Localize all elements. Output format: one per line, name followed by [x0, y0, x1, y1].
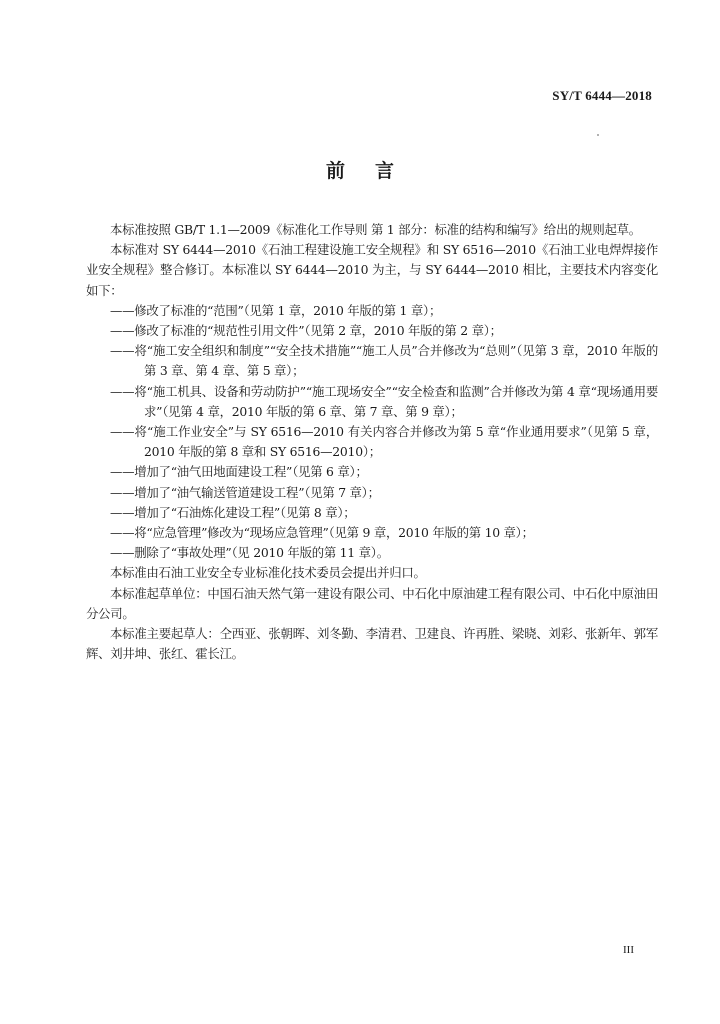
change-item: ——修改了标准的“规范性引用文件”（见第 2 章，2010 年版的第 2 章）；: [110, 323, 502, 339]
change-item: ——将“施工安全组织和制度”“安全技术措施”“施工人员”合并修改为“总则”（见第 3 章，2010 年版的第 3 章、第 4 章、第 5 章）；: [110, 343, 658, 379]
change-item: ——增加了“油气田地面建设工程”（见第 6 章）；: [110, 464, 368, 480]
change-item: ——增加了“石油炼化建设工程”（见第 8 章）；: [110, 504, 356, 520]
page-title: 前言: [325, 160, 424, 182]
change-item: ——修改了标准的“范围”（见第 1 章，2010 年版的第 1 章）；: [110, 302, 442, 318]
change-item: ——增加了“油气输送管道建设工程”（见第 7 章）；: [110, 484, 380, 500]
paragraph-drafters: 本标准主要起草人：仝西亚、张朝晖、刘冬勤、李清君、卫建良、许再胜、梁晓、刘彩、张新年、郭军辉、刘井坤、张红、霍长江。: [86, 626, 658, 662]
change-item: ——将“施工作业安全”与 SY 6516—2010 有关内容合并修改为第 5 章“作业通用要求”（见第 5 章，2010 年版的第 8 章和 SY 6516—2010）；: [110, 424, 658, 460]
paragraph-committee: 本标准由石油工业安全专业标准化技术委员会提出并归口。: [110, 565, 426, 581]
standard-code: SY/T 6444—2018: [552, 88, 652, 103]
paragraph-drafting-units: 本标准起草单位：中国石油天然气第一建设有限公司、中石化中原油建工程有限公司、中石化中原油田分公司。: [86, 585, 658, 621]
change-item: ——将“应急管理”修改为“现场应急管理”（见第 9 章，2010 年版的第 10 章）；: [110, 525, 534, 541]
paragraph-revision-summary: 本标准对 SY 6444—2010《石油工程建设施工安全规程》和 SY 6516—2010《石油工业电焊焊接作业安全规程》整合修订。本标准以 SY 6444—2010 为主，与 SY 6444—2010 相比，主要技术内容变化如下：: [86, 242, 658, 298]
page-number: III: [623, 944, 634, 956]
scan-speck: [597, 134, 599, 136]
paragraph-drafting-rules: 本标准按照 GB/T 1.1—2009《标准化工作导则 第 1 部分：标准的结构和编写》给出的规则起草。: [110, 222, 641, 237]
change-item: ——删除了“事故处理”（见 2010 年版的第 11 章）。: [110, 545, 389, 561]
change-item: ——将“施工机具、设备和劳动防护”“施工现场安全”“安全检查和监测”合并修改为第 4 章“现场通用要求”（见第 4 章，2010 年版的第 6 章、第 7 章、第 9 章）；: [110, 383, 658, 419]
foreword-body: [86, 220, 658, 664]
